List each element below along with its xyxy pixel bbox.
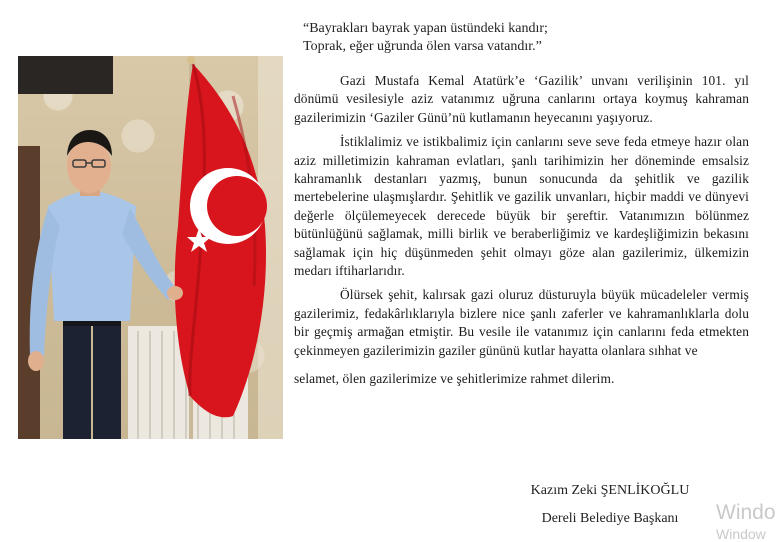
hand-right: [167, 286, 183, 300]
signature-name: Kazım Zeki ŞENLİKOĞLU: [530, 483, 690, 498]
signature-title: Dereli Belediye Başkanı: [541, 511, 679, 526]
epigraph-quote: [303, 20, 723, 56]
paragraph-3: Ölürsek şehit, kalırsak gazi oluruz düsturuyla büyük mücadeleler vermiş gazilerimiz, fedakârlıklarıyla bizlere nice şanlı zaferler ve kahramanlıklarla dolu bir geçmiş armağan etmiştir. Bu vesile ile vatanımız için canlarını feda etmekten çekinmeyen gazilerimizin gaziler gününü kutlar hayatta olanlara sıhhat ve: [294, 287, 749, 358]
mayor-photo-with-flag: [18, 56, 283, 439]
trousers-right: [93, 321, 121, 439]
watermark-line-2: Window: [716, 526, 766, 542]
paragraph-4: selamet, ölen gazilerimize ve şehitlerimize rahmet dilerim.: [294, 371, 615, 387]
paragraph-2: İstiklalimiz ve istikbalimiz için canlarını seve seve feda etmeye hazır olan aziz milletimizin kahraman evlatları, şanlı tarihimizin her döneminde emsalsiz kahramanlık destanları yazmış, bunun sonucunda da şehitlik ve gazilik mertebelerine ulaşmışlardır. Şehitlik ve gazilik unvanları, hiçbir maddi ve dünyevi değerle ölçülemeyecek derecede büyük bir şereftir. Vatanımızın bölünmez bütünlüğünü sağlamak, milli birlik ve beraberliğimiz ve kardeşliğimizin bekasını sağlamak için hiç düşünmeden şehit olmayı göze alan gazilerimiz, ülkemizin medarı iftiharlarıdır.: [294, 134, 749, 279]
paragraph-1: Gazi Mustafa Kemal Atatürk’e ‘Gazilik’ unvanı verilişinin 101. yıl dönümü vesilesiyle aziz vatanımız uğruna canlarını ortaya koymuş kahraman gazilerimizin ‘Gaziler Günü’nü kutlamanın heyecanını yaşıyoruz.: [294, 73, 749, 125]
message-body: [294, 72, 749, 395]
quote-line-1: “Bayrakları bayrak yapan üstündeki kandır;: [303, 21, 548, 36]
pole-finial: [187, 56, 195, 64]
quote-line-2: Toprak, eğer uğrunda ölen varsa vatandır.”: [303, 39, 542, 54]
photo-illustration: [18, 56, 283, 439]
watermark-line-1: Windo: [716, 501, 776, 524]
activation-watermark: [716, 502, 776, 541]
shirt: [48, 191, 136, 321]
trousers-left: [63, 321, 91, 439]
tv-panel: [18, 56, 113, 94]
hand-left: [28, 351, 44, 371]
